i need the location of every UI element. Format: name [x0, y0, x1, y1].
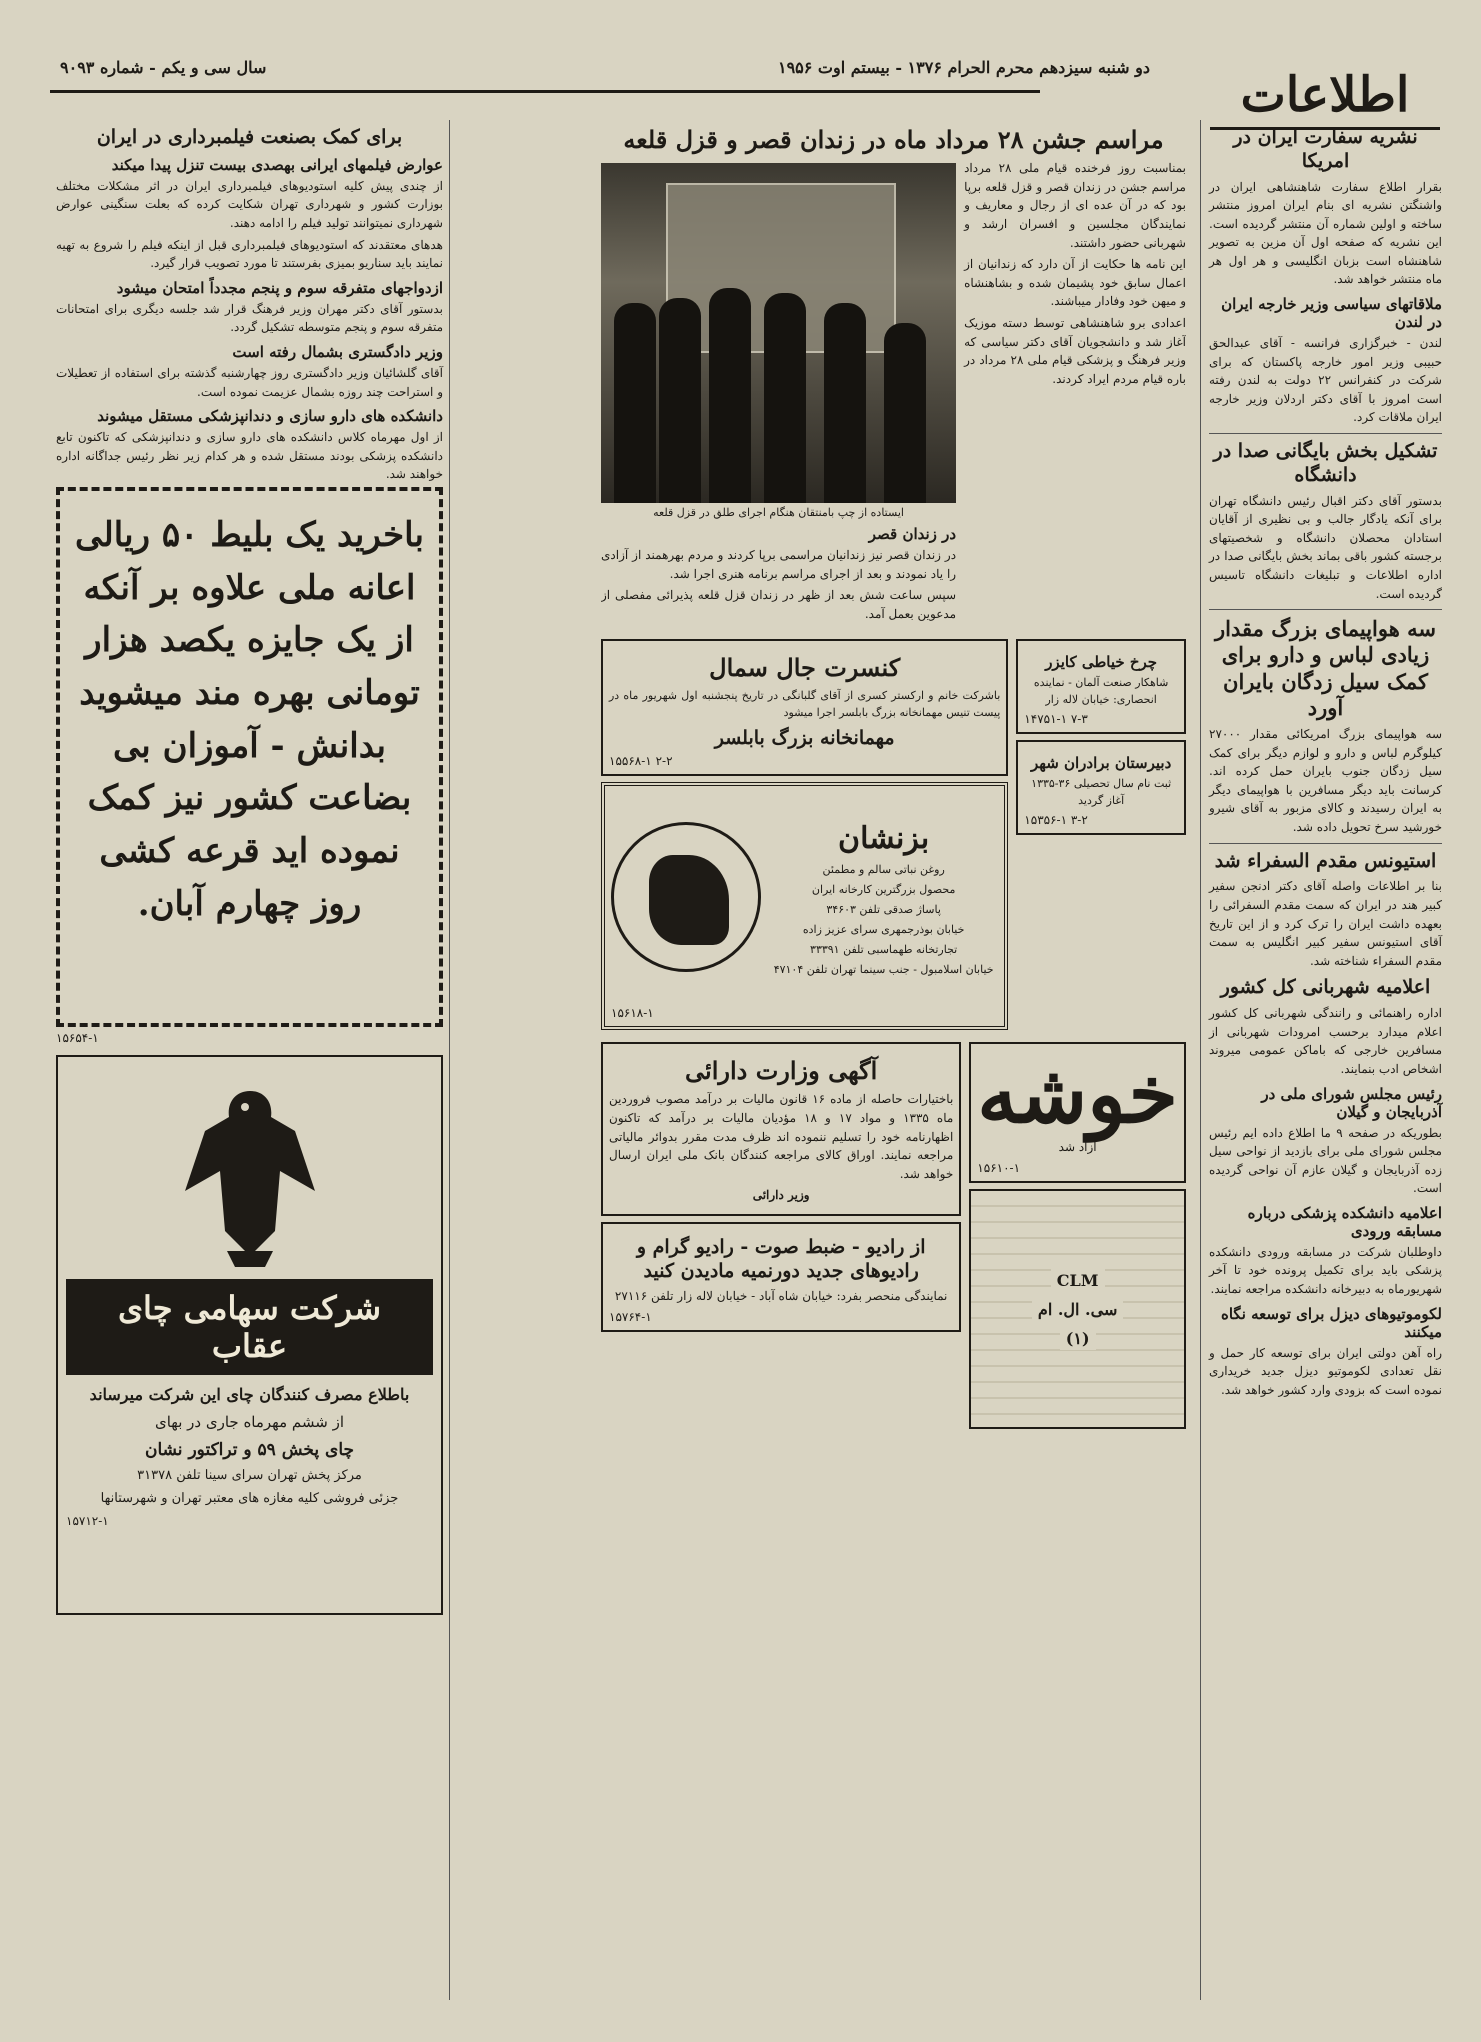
film-code: (۱) [1060, 1327, 1096, 1350]
goat-line: پاساژ صدقی تلفن ۳۴۶۰۳ [826, 903, 941, 917]
celebration-text-col [964, 159, 1186, 626]
concert-code: ۲-۲ ۱۵۵۶۸-۱ [609, 754, 673, 769]
article-faculties: از اول مهرماه کلاس دانشکده های دارو سازی و دندانپزشکی که تاکنون تابع دانشکده پزشکی بودند مستقل شده و هر کدام زیر نظر رئیس جداگانه اداره خواهند شد. [56, 430, 443, 482]
photo-figure [659, 298, 701, 503]
right-column [1200, 120, 1450, 2000]
clm-film-ad [969, 1189, 1186, 1429]
article-exams: بدستور آقای دکتر مهران وزیر فرهنگ قرار شد جلسه دیگری برای امتحانات متفرقه سوم و پنجم متوسطه تشکیل گردد. [56, 301, 443, 335]
tea-line: چای پخش ۵۹ و تراکتور نشان [144, 1439, 355, 1460]
article-police: اداره راهنمائی و رانندگی شهربانی کل کشور اعلام میدارد برحسب امرودات شهربانی از مسافرین خارجی که باماکن عمومی میروند اشخاص ادب بنمایند. [1209, 1006, 1442, 1076]
headline-film-tax: عوارض فیلمهای ایرانی بهصدی بیست تنزل پیدا میکند [111, 155, 443, 174]
left-column [50, 120, 450, 2000]
goat-ad-text [769, 814, 998, 982]
celebration-photo-col [601, 159, 956, 626]
headline-embassy: نشریه سفارت ایران در امریکا [1233, 126, 1418, 172]
school-ad [1016, 740, 1186, 835]
newspaper-page [40, 40, 1450, 2020]
photo-figure [824, 303, 866, 503]
radio-ad [601, 1222, 961, 1332]
khoshe-code: ۱۵۶۱۰-۱ [977, 1161, 1021, 1175]
eagle-tea-ad [56, 1055, 443, 1615]
headline-sound-archive: تشکیل بخش بایگانی صدا در دانشگاه [1213, 440, 1438, 486]
tea-line: از ششم مهرماه جاری در بهای [154, 1412, 345, 1431]
article-celebration-1: بمناسبت روز فرخنده قیام ملی ۲۸ مرداد مراسم جشن در زندان قصر و قزل قلعه برپا بود که در آن عده ای از رجال و معاریف و نمایندگان مجلسین و افسران ارشد و شهربانی حضور داشتند. [964, 161, 1186, 250]
divider [1209, 609, 1442, 610]
concert-text: باشرکت خانم و ارکستر کسری از آقای گلبانگی در تاریخ پنجشنبه اول شهریور ماه در پیست تنیس مهمانخانه بزرگ بابلسر اجرا میشود [609, 688, 1001, 719]
tea-line: باطلاع مصرف کنندگان چای این شرکت میرساند [89, 1384, 410, 1404]
finance-notice [601, 1042, 961, 1216]
ad-stack-large-2 [601, 1036, 961, 1429]
middle-column [601, 120, 1186, 2000]
goat-ad-body [611, 792, 998, 1002]
article-justice-minister: آقای گلشائیان وزیر دادگستری روز چهارشنبه گذشته برای استفاده از تعطیلات و استراحت چند روزه بشمال عزیمت نموده است. [56, 365, 443, 399]
photo-figure [764, 293, 806, 503]
khoshe-sub: آزاد شد [1058, 1140, 1097, 1155]
lottery-ad [56, 487, 443, 1027]
sewing-code: ۷-۳ ۱۴۷۵۱-۱ [1024, 711, 1088, 726]
khoshe-title: خوشه [977, 1047, 1178, 1142]
headline-exams: ازدواجهای متفرقه سوم و پنجم مجدداً امتحان میشود [116, 278, 443, 297]
ad-stack-small-2 [969, 1036, 1186, 1429]
article-film-tax-2: هدهای معتقدند که استودیوهای فیلمبرداری قبل از اینکه فیلم را شروع به تهیه نمایند باید سناریو بمیزی بفرستند تا مورد تصویب قرار گیرد. [56, 237, 443, 271]
photo-figure [709, 288, 751, 503]
school-title: دبیرستان برادران شهر [1031, 753, 1172, 772]
headline-justice-minister: وزیر دادگستری بشمال رفته است [232, 342, 443, 361]
subhead-qasr: در زندان قصر [868, 525, 957, 544]
school-code: ۳-۲ ۱۵۳۵۶-۱ [1024, 812, 1088, 827]
headline-foreign-minister: ملاقاتهای سیاسی وزیر خارجه ایران در لندن [1221, 295, 1442, 332]
concert-title: کنسرت جال سمال [709, 652, 901, 682]
photo-figure [884, 323, 926, 503]
radio-code: ۱۵۷۶۴-۱ [609, 1310, 652, 1325]
article-qasr-2: سپس ساعت شش بعد از ظهر در زندان قزل قلعه پذیرائی مفصلی از مدعوین بعمل آمد. [601, 588, 957, 621]
article-aid-planes: سه هواپیمای بزرگ امریکائی مقدار ۲۷۰۰۰ کیلوگرم لباس و دارو و لوازم دیگر برای کمک سیل زدگان جنوب بایران حمل کرده اند. کرسانت باید دیگر مسافرین با هواپیمای دیگر به ایران رسیدند و کالای مزبور به آقای شیرو خورشید سرخ تحویل داده شد. [1209, 727, 1442, 835]
goat-logo-icon [611, 822, 761, 972]
goat-line: محصول بزرگترین کارخانه ایران [811, 883, 956, 897]
issue-date: دو شنبه سیزدهم محرم الحرام ۱۳۷۶ - بیستم اوت ۱۹۵۶ [777, 58, 1150, 77]
header-rule [50, 90, 1040, 93]
headline-stevens: استیونس مقدم السفراء شد [1214, 849, 1437, 872]
headline-aid-planes: سه هواپیمای بزرگ مقدار زیادی لباس و دارو برای کمک سیل زدگان بایران آورد [1215, 616, 1436, 720]
lottery-code: ۱۵۶۵۴-۱ [56, 1030, 99, 1045]
article-majlis: بطوریکه در صفحه ۹ ما اطلاع داده ایم رئیس مجلس شورای ملی برای بازدید از نواحی سیل زده آذربایجان و گیلان عازم آن نواحی گردیده است. [1209, 1125, 1442, 1196]
article-qasr: در زندان قصر نیز زندانیان مراسمی برپا کردند و مردم بهرهمند از آزادی را یاد نمودند و بعد از اجرای مراسم برنامه هنری اجرا شد. [601, 548, 957, 581]
ads-row-1 [601, 633, 1186, 1037]
goat-line: خیابان اسلامبول - جنب سینما تهران تلفن ۴۷۱۰۴ [773, 963, 994, 977]
headline-film-industry: برای کمک بصنعت فیلمبرداری در ایران [96, 126, 403, 148]
concert-ad [601, 639, 1008, 777]
finance-text: باختیارات حاصله از ماده ۱۶ قانون مالیات بر درآمد مصوب فروردین ماه ۱۳۳۵ و مواد ۱۷ و ۱۸ مؤدیان مالیات بر درآمد که تاکنون اظهارنامه خود را تسلیم ننموده اند ظرف مدت مقرر بدوائر مالیاتی مراجعه نمایند. اوراق کالای مراجعه کنندگان بانک ملی ایران ارسال خواهد شد. [609, 1092, 954, 1181]
sewing-title: چرخ خیاطی کایزر [1045, 652, 1158, 671]
tea-brand: شرکت سهامی چای عقاب [66, 1279, 433, 1375]
tea-line: مرکز پخش تهران سرای سینا تلفن ۳۱۳۷۸ [137, 1468, 362, 1484]
goat-line: روغن نباتی سالم و مطمئن [822, 863, 945, 877]
eagle-logo-icon [165, 1071, 335, 1271]
radio-text: نمایندگی منحصر بفرد: خیابان شاه آباد - خیابان لاله زار تلفن ۲۷۱۱۶ [614, 1289, 948, 1304]
article-embassy: بقرار اطلاع سفارت شاهنشاهی ایران در واشنگتن نشریه ای بنام ایران امروز منتشر ساخته و اولین شماره آن منتشر گردیده است. این نشریه که صفحه اول آن مزین به تصویر شاهنشاه است بزبان انگلیسی و هر اول هر ماه منتشر خواهد شد. [1209, 179, 1442, 287]
concert-place: مهمانخانه بزرگ بابلسر [714, 726, 895, 749]
article-celebration-3: اعدادی برو شاهنشاهی توسط دسته موزیک آغاز شد و دانشجویان آقای دکتر سیاسی که وزیر فرهنگ و پزشکی قیام ملی ۲۸ مرداد در باره قیام مردم ایراد کردند. [964, 315, 1186, 386]
radio-title: از رادیو - ضبط صوت - رادیو گرام و رادیوهای جدید دورنمیه مادیدن کنید [636, 1235, 926, 1282]
headline-faculties: دانشکده های دارو سازی و دندانپزشکی مستقل میشوند [97, 407, 443, 426]
film-label: سی. ال. ام [1032, 1298, 1123, 1321]
goat-oil-ad [601, 782, 1008, 1030]
school-text: ثبت نام سال تحصیلی ۳۶-۱۳۳۵ آغاز گردید [1031, 776, 1172, 807]
goat-brand: بزنشان [838, 820, 930, 856]
article-medical-school: داوطلبان شرکت در مسابقه ورودی دانشکده پزشکی باید برای تکمیل پرونده خود تا آخر شهریورماه به دبیرخانه دانشکده مراجعه نمایند. [1209, 1244, 1442, 1297]
photo-caption: ایستاده از چپ بامنتقان هنگام اجرای طلق در قزل قلعه [653, 506, 904, 520]
goat-code: ۱۵۶۱۸-۱ [611, 1006, 654, 1021]
issue-number: سال سی و یکم - شماره ۹۰۹۳ [60, 58, 267, 77]
article-film-tax: از چندی پیش کلیه استودیوهای فیلمبرداری ایران در اثر مشکلات مختلف بوزارت کشور و شهرداری تهران شکایت کرده که بعلت سنگینی عوارض شهرداری نمیتوانند تولید فیلم را ادامه دهند. [56, 178, 443, 230]
goat-line: تجارتخانه طهماسبی تلفن ۳۳۳۹۱ [810, 943, 958, 957]
ad-stack-large [601, 633, 1008, 1037]
masthead-logo: اطلاعات [1210, 60, 1440, 130]
khoshe-ad [969, 1042, 1186, 1183]
article-foreign-minister: لندن - خبرگزاری فرانسه - آقای عبدالحق حبیبی وزیر امور خارجه پاکستان که برای شرکت در کنفرانس ۲۲ دولت به لندن رفته است امروز با آقای دکتر اردلان وزیر خارجه ایران ملاقات کرد. [1209, 336, 1442, 425]
tea-code: ۱۵۷۱۲-۱ [66, 1513, 109, 1528]
divider [1209, 843, 1442, 844]
headline-majlis: رئیس مجلس شورای ملی در آذربایجان و گیلان [1261, 1084, 1442, 1121]
sewing-text: شاهکار صنعت آلمان - نماینده انحصاری: خیابان لاله زار [1033, 675, 1169, 706]
finance-sign: وزیر دارائی [752, 1188, 810, 1203]
divider [1209, 433, 1442, 434]
photo-figure [614, 303, 656, 503]
ad-stack-small [1016, 633, 1186, 1037]
headline-locomotives: لکوموتیوهای دیزل برای توسعه نگاه میکنند [1221, 1304, 1442, 1341]
headline-celebration: مراسم جشن ۲۸ مرداد ماه در زندان قصر و قزل قلعه [623, 125, 1164, 154]
tea-line: جزئی فروشی کلیه مغازه های معتبر تهران و شهرستانها [100, 1491, 399, 1507]
film-sub: CLM [1051, 1269, 1105, 1292]
celebration-block [601, 159, 1186, 626]
goat-line: خیابان بوذرجمهری سرای عزیز زاده [802, 923, 965, 937]
eagle-icon [165, 1071, 335, 1271]
article-stevens: بنا بر اطلاعات واصله آقای دکتر ادنجن سفیر کبیر هند در ایران که سمت مقدم السفرائی را بعهده داشت ایران را ترک کرد و از این تاریخ آقای استیونس سفیر کبیر انگلیس به سمت مقدم السفراء شناخته شد. [1209, 879, 1442, 968]
headline-medical-school: اعلامیه دانشکده پزشکی درباره مسابقه ورودی [1247, 1203, 1442, 1240]
ads-row-2 [601, 1036, 1186, 1429]
lottery-text: باخرید یک بلیط ۵۰ ریالی اعانه ملی علاوه بر آنکه از یک جایزه یکصد هزار تومانی بهره مند میشوید بدانش - آموزان بی بضاعت کشور نیز کمک نموده اید قرعه کشی روز چهارم آبان. [75, 514, 424, 924]
sewing-ad [1016, 639, 1186, 734]
article-sound-archive: بدستور آقای دکتر اقبال رئیس دانشگاه تهران برای آنکه یادگار جالب و بی نظیری از آقایان استادان محصلان دانشگاه و شخصیتهای برجسته کشور باقی بماند بخش بایگانی صدا در اداره اطلاعات و تبلیغات دانشگاه تاسیس گردیده است. [1209, 493, 1442, 601]
headline-police: اعلامیه شهربانی کل کشور [1220, 976, 1431, 999]
celebration-photo [601, 163, 956, 503]
article-celebration-2: این نامه ها حکایت از آن دارد که زندانیان از اعمال سابق خود پشیمان شده و بشاهنشاه و میهن خود وفادار میباشند. [964, 257, 1186, 309]
finance-title: آگهی وزارت دارائی [685, 1056, 878, 1086]
article-locomotives: راه آهن دولتی ایران برای توسعه کار حمل و نقل تعدادی لکوموتیو دیزل جدید خریداری نموده است که بزودی وارد کشور خواهد شد. [1209, 1345, 1442, 1397]
